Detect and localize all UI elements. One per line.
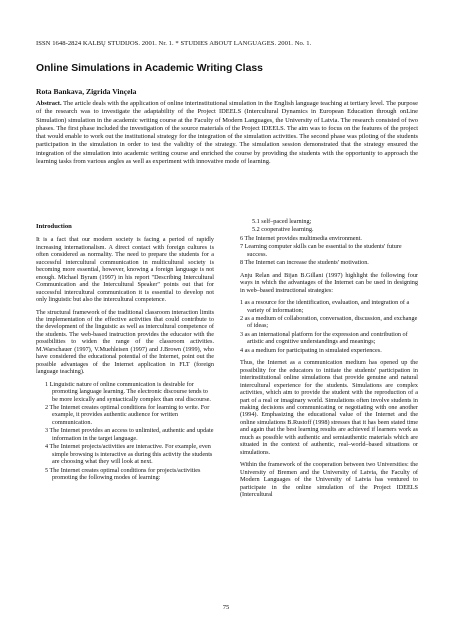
introduction-heading: Introduction — [36, 223, 72, 230]
list-item: 5.2 cooperative learning. — [252, 226, 314, 234]
abstract-label: Abstract. — [36, 100, 62, 107]
abstract-text: The article deals with the application of online interinstitutional simulation in the English language teaching at tertiary level. The purpose of the research was to investigate the adaptability of the Project IDEELS (Intercultural Dynamics in European Education through onLine Simulation) simulation in the academic writing course at the Faculty of Modern Languages, the University of Latvia. The research consisted of two phases. The first phase included the investigation of the source materials of the Project IDEELS. The aim was to focus on the features of the project that would enable to work out the institutional strategy for the integration of the simulation activities. The second phase was piloting of the students participation in the simulation in order to test the validity of the strategy. The simulation session demonstrated that the strategy ensured the integration of the simulation into academic writing course and enriched the course by providing the students with the opportunity to approach the learning tasks from various angles as well as experiment with innovative mode of learning. — [36, 100, 418, 165]
list-item: 4 The Internet projects/activities are interactive. For example, even simple browsing is interactive as during this activity the students are choosing what they will look at next. — [45, 443, 213, 466]
page-number: 75 — [222, 604, 230, 611]
list-item: 8 The Internet can increase the students' motivation. — [240, 259, 369, 267]
cooperation-paragraph: Within the framework of the cooperation between two Universities: the University of Bremen and the University of Latvia, the Faculty of Modern Languages of the University of Latvia has ventured to participate in the online simulation of the Project IDEELS (Intercultural — [240, 461, 418, 498]
article-authors: Rota Bankava, Zigrida Vinçela — [36, 87, 137, 96]
list-item: 2 as a medium of collaboration, conversation, discussion, and exchange of ideas; — [240, 314, 418, 330]
intro-paragraph-1: It is a fact that our modern society is facing a period of rapidly increasing internationalism. A direct contact with foreign cultures is often considered as normality. The need to prepare the students for a successful intercultural communication in multicultural society is becoming more essential, however, knowing a foreign language is not enough. Michael Byram (1997) in his report "Describing Intercultural Communication and the Intercultural Speaker" points out that for successful intercultural communication it is essential to develop not only linguistic but also the intercultural competence. — [36, 236, 214, 304]
list-item: 5.1 self–paced learning; — [252, 218, 312, 225]
abstract — [36, 100, 418, 166]
intro-paragraph-2: The structural framework of the traditional classroom interaction limits the implementation of the effective activities that could contribute to the development of the linguistic as well as intercultural competence of the students. The web-based instruction provides the educator with the possibilities to widen the range of the classroom activities. M.Warschauer (1997), V.Muehleisen (1997) and J.Brown (1999), who have considered the educational potential of the Internet, point out the possible advantages of the Internet application in FLT (foreign language teaching). — [36, 308, 214, 376]
list-item: 3 as an international platform for the expression and contribution of artistic and cognitive understandings and meanings; — [240, 330, 408, 346]
list-item: 5 The Internet creates optimal conditions for projects/activities promoting the following modes of learning: — [45, 466, 201, 482]
article-title: Online Simulations in Academic Writing Class — [36, 63, 263, 74]
list-item: 6 The Internet provides multimedia environment. — [240, 234, 362, 242]
list-item: 7 Learning computer skills can be essential to the students' future success. — [240, 243, 402, 258]
relan-gillani-paragraph: Anju Relan and Bijan B.Gillani (1997) highlight the following four ways in which the advantages of the Internet can be used in designing in web–based instructional strategies: — [240, 271, 418, 294]
internet-advantages-list — [36, 381, 214, 482]
right-column — [240, 218, 418, 503]
simulations-paragraph: Thus, the Internet as a communication medium has opened up the possibility for the educators to initiate the students' participation in interinstitutional online simulations that provide genuine and natural intercultural experience for the students. Simulations are complex activities, which aim to provide the student with the reproduction of a part of a real or imaginary world. Simulations often involve students in making decisions and communicating or negotiating with one another (1994). Emphasizing the educational value of the Internet and the online simulations B.Rustoff (1998) stresses that it has been stated time and again that the best learning results are achieved if learners work as much as possible with authentic and semiauthentic materials which are situated in the context of authentic, real–world–based situations or simulations. — [240, 359, 418, 456]
instructional-strategies-list — [240, 299, 418, 354]
learning-modes-sublist — [240, 218, 418, 234]
list-item: 1 as a resource for the identification, evaluation, and integration of a variety of information; — [240, 299, 410, 314]
left-column — [36, 223, 214, 487]
internet-advantages-list-continued — [240, 235, 418, 267]
list-item: 4 as a medium for participating in simulated experiences. — [240, 346, 382, 354]
list-item: 3 The Internet provides an access to unlimited, authentic and update information in the target language. — [45, 427, 214, 442]
list-item: 1 Linguistic nature of online communication is desirable for promoting language learning. The electronic discourse tends to be more lexically and syntactically complex than oral discourse. — [45, 380, 211, 403]
list-item: 2 The Internet creates optimal conditions for learning to write. For example, it provides authentic audience for written communication. — [45, 403, 210, 426]
running-header: ISSN 1648-2824 KALBŲ STUDIJOS. 2001. Nr. 1. * STUDIES ABOUT LANGUAGES. 2001. No. 1. — [36, 40, 312, 47]
